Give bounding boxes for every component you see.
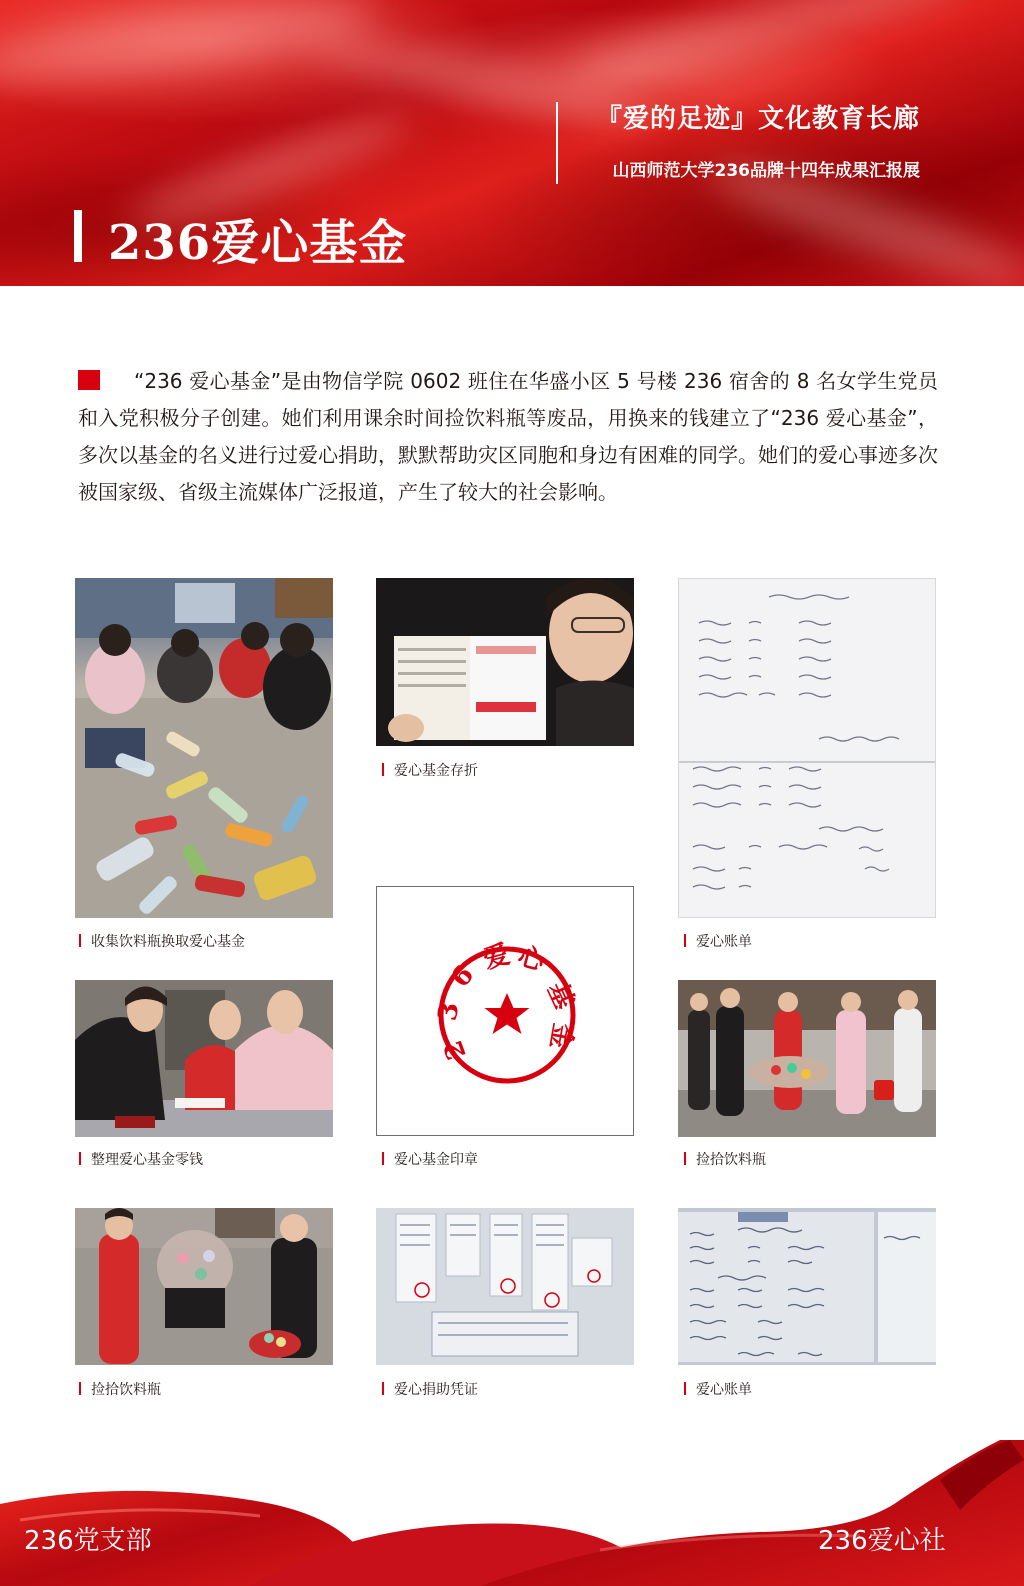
title-bar-decoration <box>74 210 82 262</box>
footer-label-left: 236党支部 <box>24 1526 152 1556</box>
photo-ledger-book <box>678 1208 936 1365</box>
photo-donation-receipts <box>376 1208 634 1365</box>
svg-text:基: 基 <box>541 977 580 1014</box>
caption-ledger: 爱心账单 <box>684 931 752 951</box>
header-banner <box>0 0 1024 286</box>
footer-ribbon-illustration <box>0 1440 1024 1586</box>
photo-donation-receipts-illustration <box>376 1208 634 1365</box>
intro-paragraph: “236 爱心基金”是由物信学院 0602 班住在华盛小区 5 号楼 236 宿舍的 8 名女学生党员和入党积极分子创建。她们利用课余时间捡饮料瓶等废品，用换来的钱建立了“236 爱心基金”，多次以基金的名义进行过爱心捐助，默默帮助灾区同胞和身边有困难的同学。她们的爱心事迹多次被国家级、省级主流媒体广泛报道，产生了较大的社会影响。 <box>78 369 938 504</box>
seal-frame <box>376 886 634 1136</box>
photo-ledger-book-illustration <box>678 1208 936 1365</box>
photo-passbook-illustration <box>376 578 634 746</box>
svg-text:2: 2 <box>438 1036 473 1064</box>
svg-text:心: 心 <box>514 941 548 978</box>
photo-picking-bottles-1-illustration <box>678 980 936 1137</box>
photo-collecting-bottles <box>75 578 333 918</box>
svg-text:6: 6 <box>445 960 481 994</box>
footer-ribbon <box>0 1440 1024 1586</box>
caption-picking-bottles-1: 捡拾饮料瓶 <box>684 1149 766 1169</box>
photo-passbook <box>376 578 634 746</box>
caption-donation-receipts: 爱心捐助凭证 <box>382 1379 478 1399</box>
caption-picking-bottles-2: 捡拾饮料瓶 <box>79 1379 161 1399</box>
header-title: 『爱的足迹』文化教育长廊 <box>595 104 920 134</box>
page-title: 236爱心基金 <box>108 215 408 271</box>
svg-text:爱: 爱 <box>480 939 514 976</box>
photo-ledger-illustration <box>679 579 936 918</box>
photo-picking-bottles-2 <box>75 1208 333 1365</box>
svg-text:金: 金 <box>543 1020 578 1052</box>
photo-picking-bottles-1 <box>678 980 936 1137</box>
photo-collecting-bottles-illustration <box>75 578 333 918</box>
caption-seal: 爱心基金印章 <box>382 1149 478 1169</box>
photo-ledger <box>678 578 936 918</box>
caption-counting-change: 整理爱心基金零钱 <box>79 1149 203 1169</box>
caption-ledger-book: 爱心账单 <box>684 1379 752 1399</box>
header-subtitle: 山西师范大学236品牌十四年成果汇报展 <box>612 161 920 181</box>
photo-counting-change <box>75 980 333 1137</box>
header-divider <box>556 102 558 184</box>
caption-passbook: 爱心基金存折 <box>382 760 478 780</box>
seal-stamp-illustration <box>377 887 633 1135</box>
photo-counting-change-illustration <box>75 980 333 1137</box>
svg-text:3: 3 <box>432 1000 466 1024</box>
photo-picking-bottles-2-illustration <box>75 1208 333 1365</box>
caption-collecting-bottles: 收集饮料瓶换取爱心基金 <box>79 931 245 951</box>
footer-label-right: 236爱心社 <box>818 1526 946 1556</box>
